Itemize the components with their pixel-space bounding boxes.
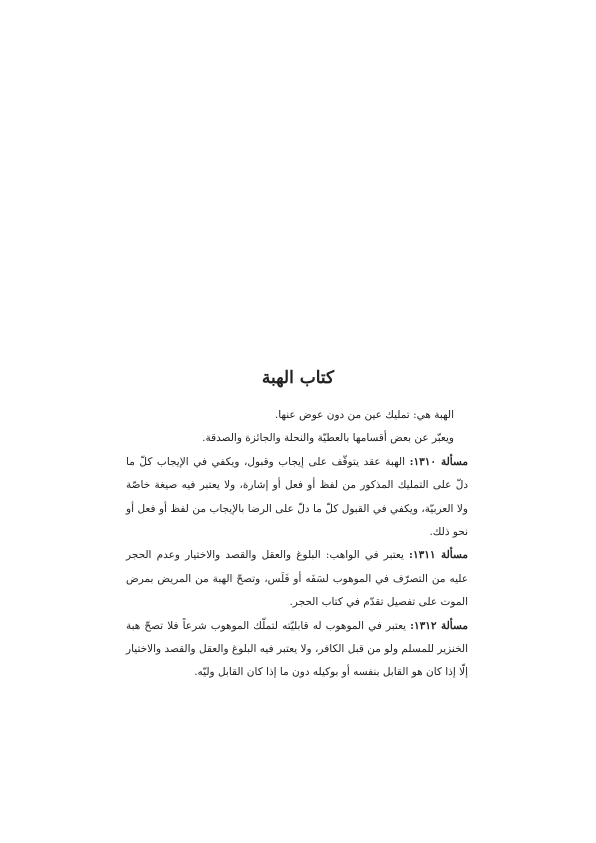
issue-1311-paragraph (126, 544, 468, 614)
issue-1310-label: مسألة ١٣١٠: (409, 455, 468, 468)
definition-paragraph: الهبة هي: تمليك عين من دون عوض عنها. (274, 409, 454, 421)
issue-1312-paragraph (126, 615, 468, 685)
issue-1310-text: الهبة عقد يتوقّف على إيجاب وقبول، ويكفي في الإيجاب كلّ ما دلّ على التمليك المذكور من لفظ أو فعل أو إشارة، ولا يعتبر فيه صيغة خاصّة ولا العربيّة، ويكفي في القبول كلّ ما دلّ على الرضا بالإيجاب من لفظ أو فعل أو نحو ذلك. (126, 455, 468, 539)
issue-1312-text: يعتبر في الموهوب له قابليّته لتملّك الموهوب شرعاً فلا تصحّ هبة الخنزير للمسلم ولو من قبل الكافر، ولا يعتبر فيه البلوغ والعقل والقصد والاختيار إلّا إذا كان هو القابل بنفسه أو بوكيله دون ما إذا كان القابل وليّه. (126, 619, 468, 679)
chapter-title: كتاب الهبة (261, 368, 335, 388)
issue-1312-label: مسألة ١٣١٢: (410, 619, 468, 632)
issue-1310-paragraph (126, 451, 468, 545)
issue-1311-label: مسألة ١٣١١: (409, 549, 468, 562)
types-paragraph: ويعبّر عن بعض أقسامها بالعطيّة والنحلة والجائزة والصدقة. (202, 432, 454, 445)
issue-1311-text: يعتبر في الواهب: البلوغ والعقل والقصد والاختيار وعدم الحجر عليه من التصرّف في الموهوب لسَفَه أو فَلَس، وتصحّ الهبة من المريض بمرض الموت على تفصيل تقدّم في كتاب الحجر. (126, 549, 468, 609)
body-text (126, 404, 468, 685)
